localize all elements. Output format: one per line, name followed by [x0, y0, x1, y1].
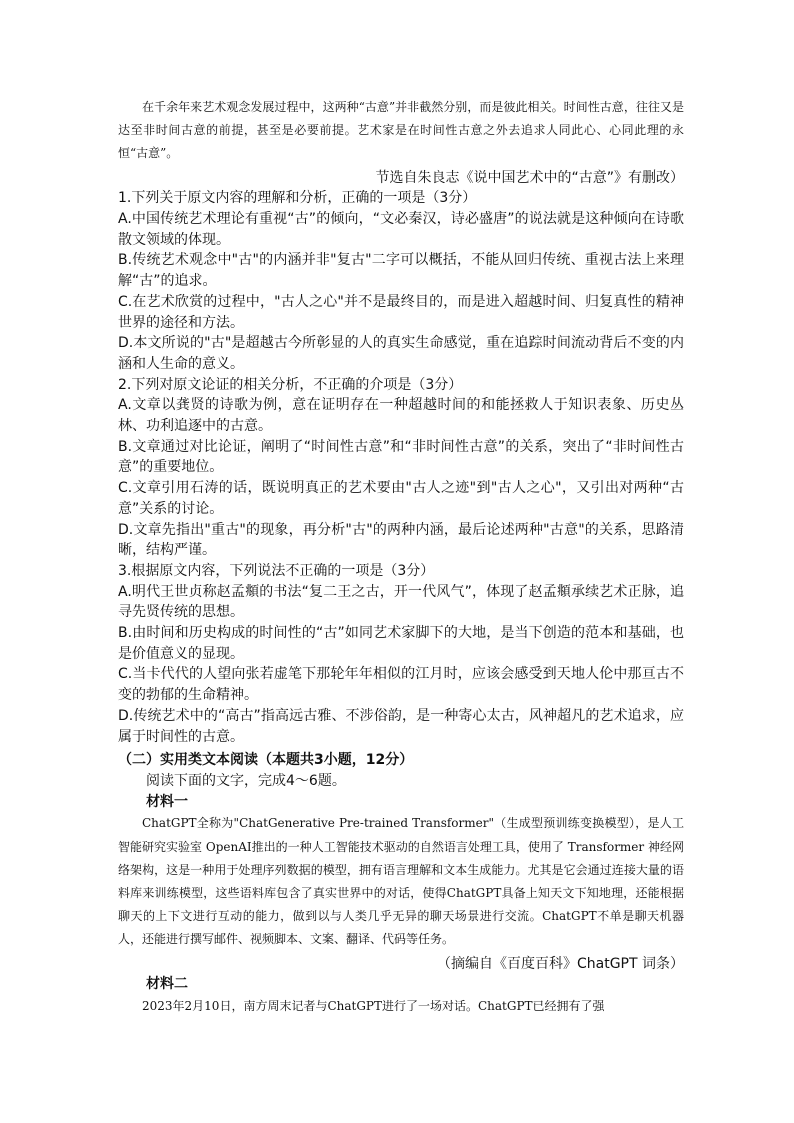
option-a: A.明代王世贞称赵孟頫的书法“复二王之古，开一代风气”，体现了赵孟頫承续艺术正脉，追寻先贤传统的思想。 — [118, 583, 684, 621]
option-b: B.传统艺术观念中"古"的内涵并非"复古"二字可以概括，不能从回归传统、重视古法上来理解“古”的追求。 — [118, 252, 684, 290]
option-d: D.传统艺术中的“高古”指高远古雅、不涉俗韵，是一种寄心太古，风神超凡的艺术追求，应属于时间性的古意。 — [118, 707, 684, 745]
material-1-text: ChatGPT全称为"ChatGenerative Pre-trained Transformer"（生成型预训练变换模型），是人工智能研究实验室 OpenAI推出的一种人工智能技术驱动的自然语言处理工具，使用了 Transformer 神经网络架构，这是一种用于处理序列数据的模型，拥有语言理解和文本生成能力。尤其是它会通过连接大量的语料库来训练模型，这些语料库包含了真实世界中的对话，使得ChatGPT具备上知天文下知地理，还能根据聊天的上下文进行互动的能力，做到以与人类几乎无异的聊天场景进行交流。ChatGPT不单是聊天机器人，还能进行撰写邮件、视频脚本、文案、翻译、代码等任务。 — [118, 816, 684, 947]
option-b: B.由时间和历史构成的时间性的“古”如同艺术家脚下的大地，是当下创造的范本和基础，也是价值意义的显现。 — [118, 625, 684, 662]
option-a: A.中国传统艺术理论有重视“古”的倾向，“文必秦汉，诗必盛唐”的说法就是这种倾向在诗歌散文领域的体现。 — [118, 211, 684, 248]
intro-paragraph: 在千余年来艺术观念发展过程中，这两种“古意”并非截然分别，而是彼此相关。时间性古意，往往又是达至非时间古意的前提，甚至是必要前提。艺术家是在时间性古意之外去追求人同此心、心同此理的永恒“古意”。 — [118, 100, 684, 161]
material-1-source: （摘编自《百度百科》ChatGPT 词条） — [436, 955, 684, 972]
question-2 — [118, 375, 684, 561]
question-stem: 1.下列关于原文内容的理解和分析，正确的一项是（3分） — [118, 190, 477, 207]
material-1-label: 材料一 — [146, 793, 188, 810]
option-c: C.当卡代代的人望向张若虚笔下那轮年年相似的江月时，应该会感受到天地人伦中那亘古不变的勃郁的生命精神。 — [118, 666, 684, 704]
question-1 — [118, 188, 684, 374]
section-heading: （二）实用类文本阅读（本题共3小题，12分） — [118, 752, 414, 769]
section-instruction: 阅读下面的文字，完成4～6题。 — [146, 773, 346, 789]
question-stem: 2.下列对原文论证的相关分析，不正确的介项是（3分） — [118, 376, 463, 393]
material-2-text: 2023年2月10日，南方周末记者与ChatGPT进行了一场对话。ChatGPT已经拥有了强 — [142, 999, 605, 1014]
question-stem: 3.根据原文内容，下列说法不正确的一项是（3分） — [118, 562, 435, 579]
option-d: D.文章先指出"重古"的现象，再分析"古"的两种内涵，最后论述两种"古意"的关系，思路清晰，结构严谨。 — [118, 521, 684, 559]
option-c: C.文章引用石涛的话，既说明真正的艺术要由"古人之迹"到"古人之心"，又引出对两种“古意”关系的讨论。 — [118, 480, 684, 517]
option-d: D.本文所说的"古"是超越古今所彰显的人的真实生命感觉，重在追踪时间流动背后不变的内涵和人生命的意义。 — [118, 335, 684, 372]
document-page — [118, 96, 684, 1018]
intro-source: 节选自朱良志《说中国艺术中的“古意”》有删改） — [375, 169, 684, 186]
section-practical-reading — [118, 750, 684, 1018]
option-a: A.文章以龚贤的诗歌为例，意在证明存在一种超越时间的和能拯救人于知识表象、历史丛林、功利追逐中的古意。 — [118, 397, 684, 435]
option-b: B.文章通过对比论证，阐明了“时间性古意”和“非时间性古意”的关系，突出了“非时间性古意”的重要地位。 — [118, 438, 684, 476]
question-3 — [118, 561, 684, 747]
option-c: C.在艺术欣赏的过程中，"古人之心"并不是最终目的，而是进入超越时间、归复真性的精神世界的途径和方法。 — [118, 293, 684, 331]
material-2-label: 材料二 — [146, 976, 188, 993]
